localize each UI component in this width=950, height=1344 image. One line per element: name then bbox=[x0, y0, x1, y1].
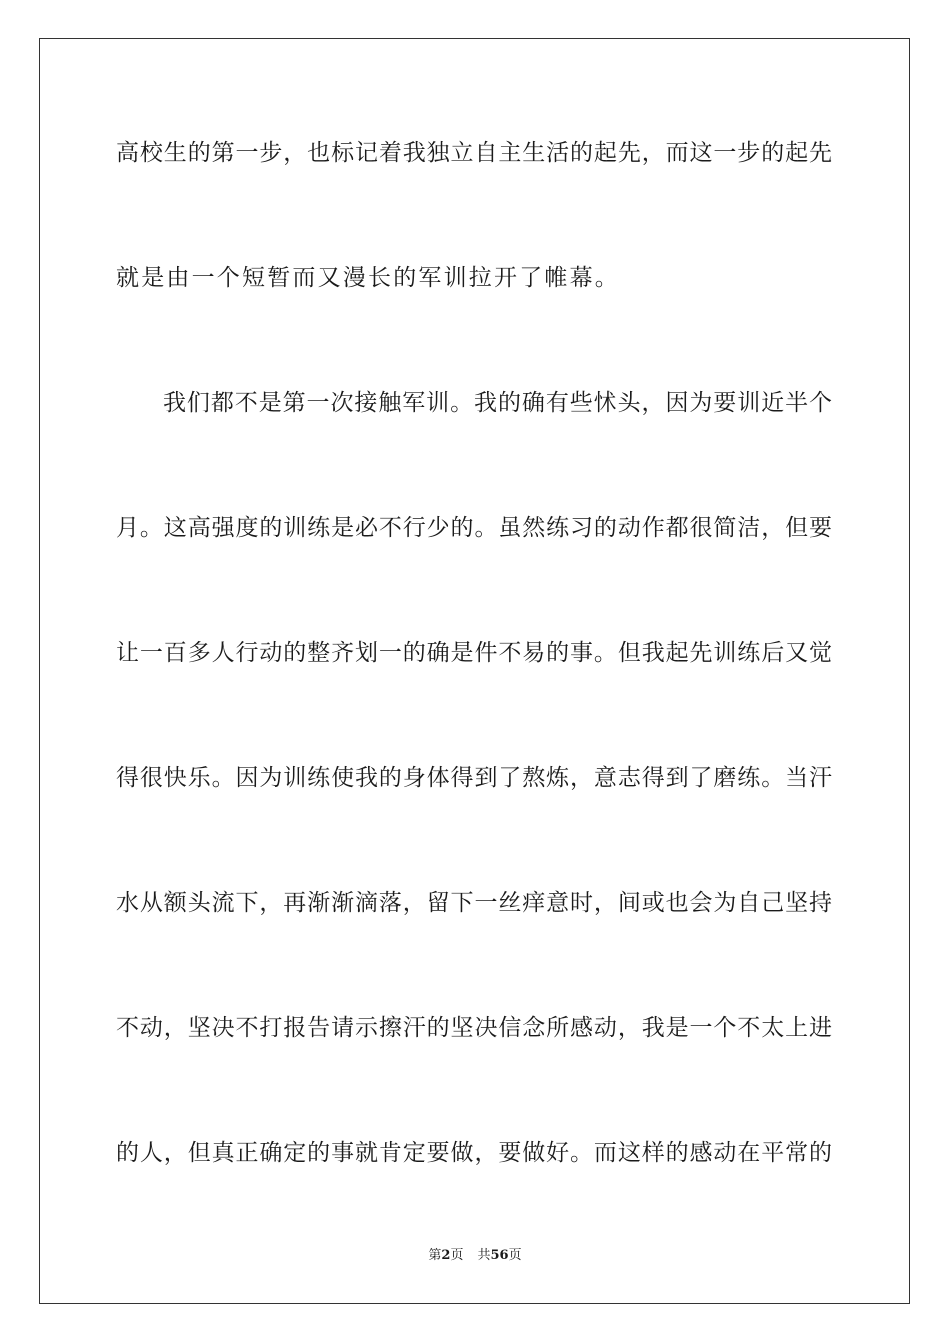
total-suffix: 页 bbox=[508, 1248, 522, 1263]
text-line-paragraph-start: 我们都不是第一次接触军训。我的确有些怵头，因为要训近半个 bbox=[163, 390, 832, 416]
text-line: 不动，坚决不打报告请示擦汗的坚决信念所感动，我是一个不太上进 bbox=[116, 1015, 832, 1041]
page-footer bbox=[0, 1247, 950, 1265]
text-line: 高校生的第一步，也标记着我独立自主生活的起先，而这一步的起先 bbox=[116, 140, 832, 166]
total-pages: 56 bbox=[490, 1248, 509, 1263]
total-prefix: 共 bbox=[477, 1248, 491, 1263]
page-number: 2 bbox=[441, 1248, 451, 1263]
text-line: 的人，但真正确定的事就肯定要做，要做好。而这样的感动在平常的 bbox=[116, 1140, 832, 1166]
text-line: 月。这高强度的训练是必不行少的。虽然练习的动作都很简洁，但要 bbox=[116, 515, 832, 541]
text-line: 让一百多人行动的整齐划一的确是件不易的事。但我起先训练后又觉 bbox=[116, 640, 832, 666]
text-line: 就是由一个短暂而又漫长的军训拉开了帷幕。 bbox=[116, 265, 620, 291]
text-line: 得很快乐。因为训练使我的身体得到了熬炼，意志得到了磨练。当汗 bbox=[116, 765, 832, 791]
page-suffix: 页 bbox=[450, 1248, 464, 1263]
page-border bbox=[39, 38, 910, 1304]
page-prefix: 第 bbox=[428, 1248, 442, 1263]
text-line: 水从额头流下，再渐渐滴落，留下一丝痒意时，间或也会为自己坚持 bbox=[116, 890, 832, 916]
